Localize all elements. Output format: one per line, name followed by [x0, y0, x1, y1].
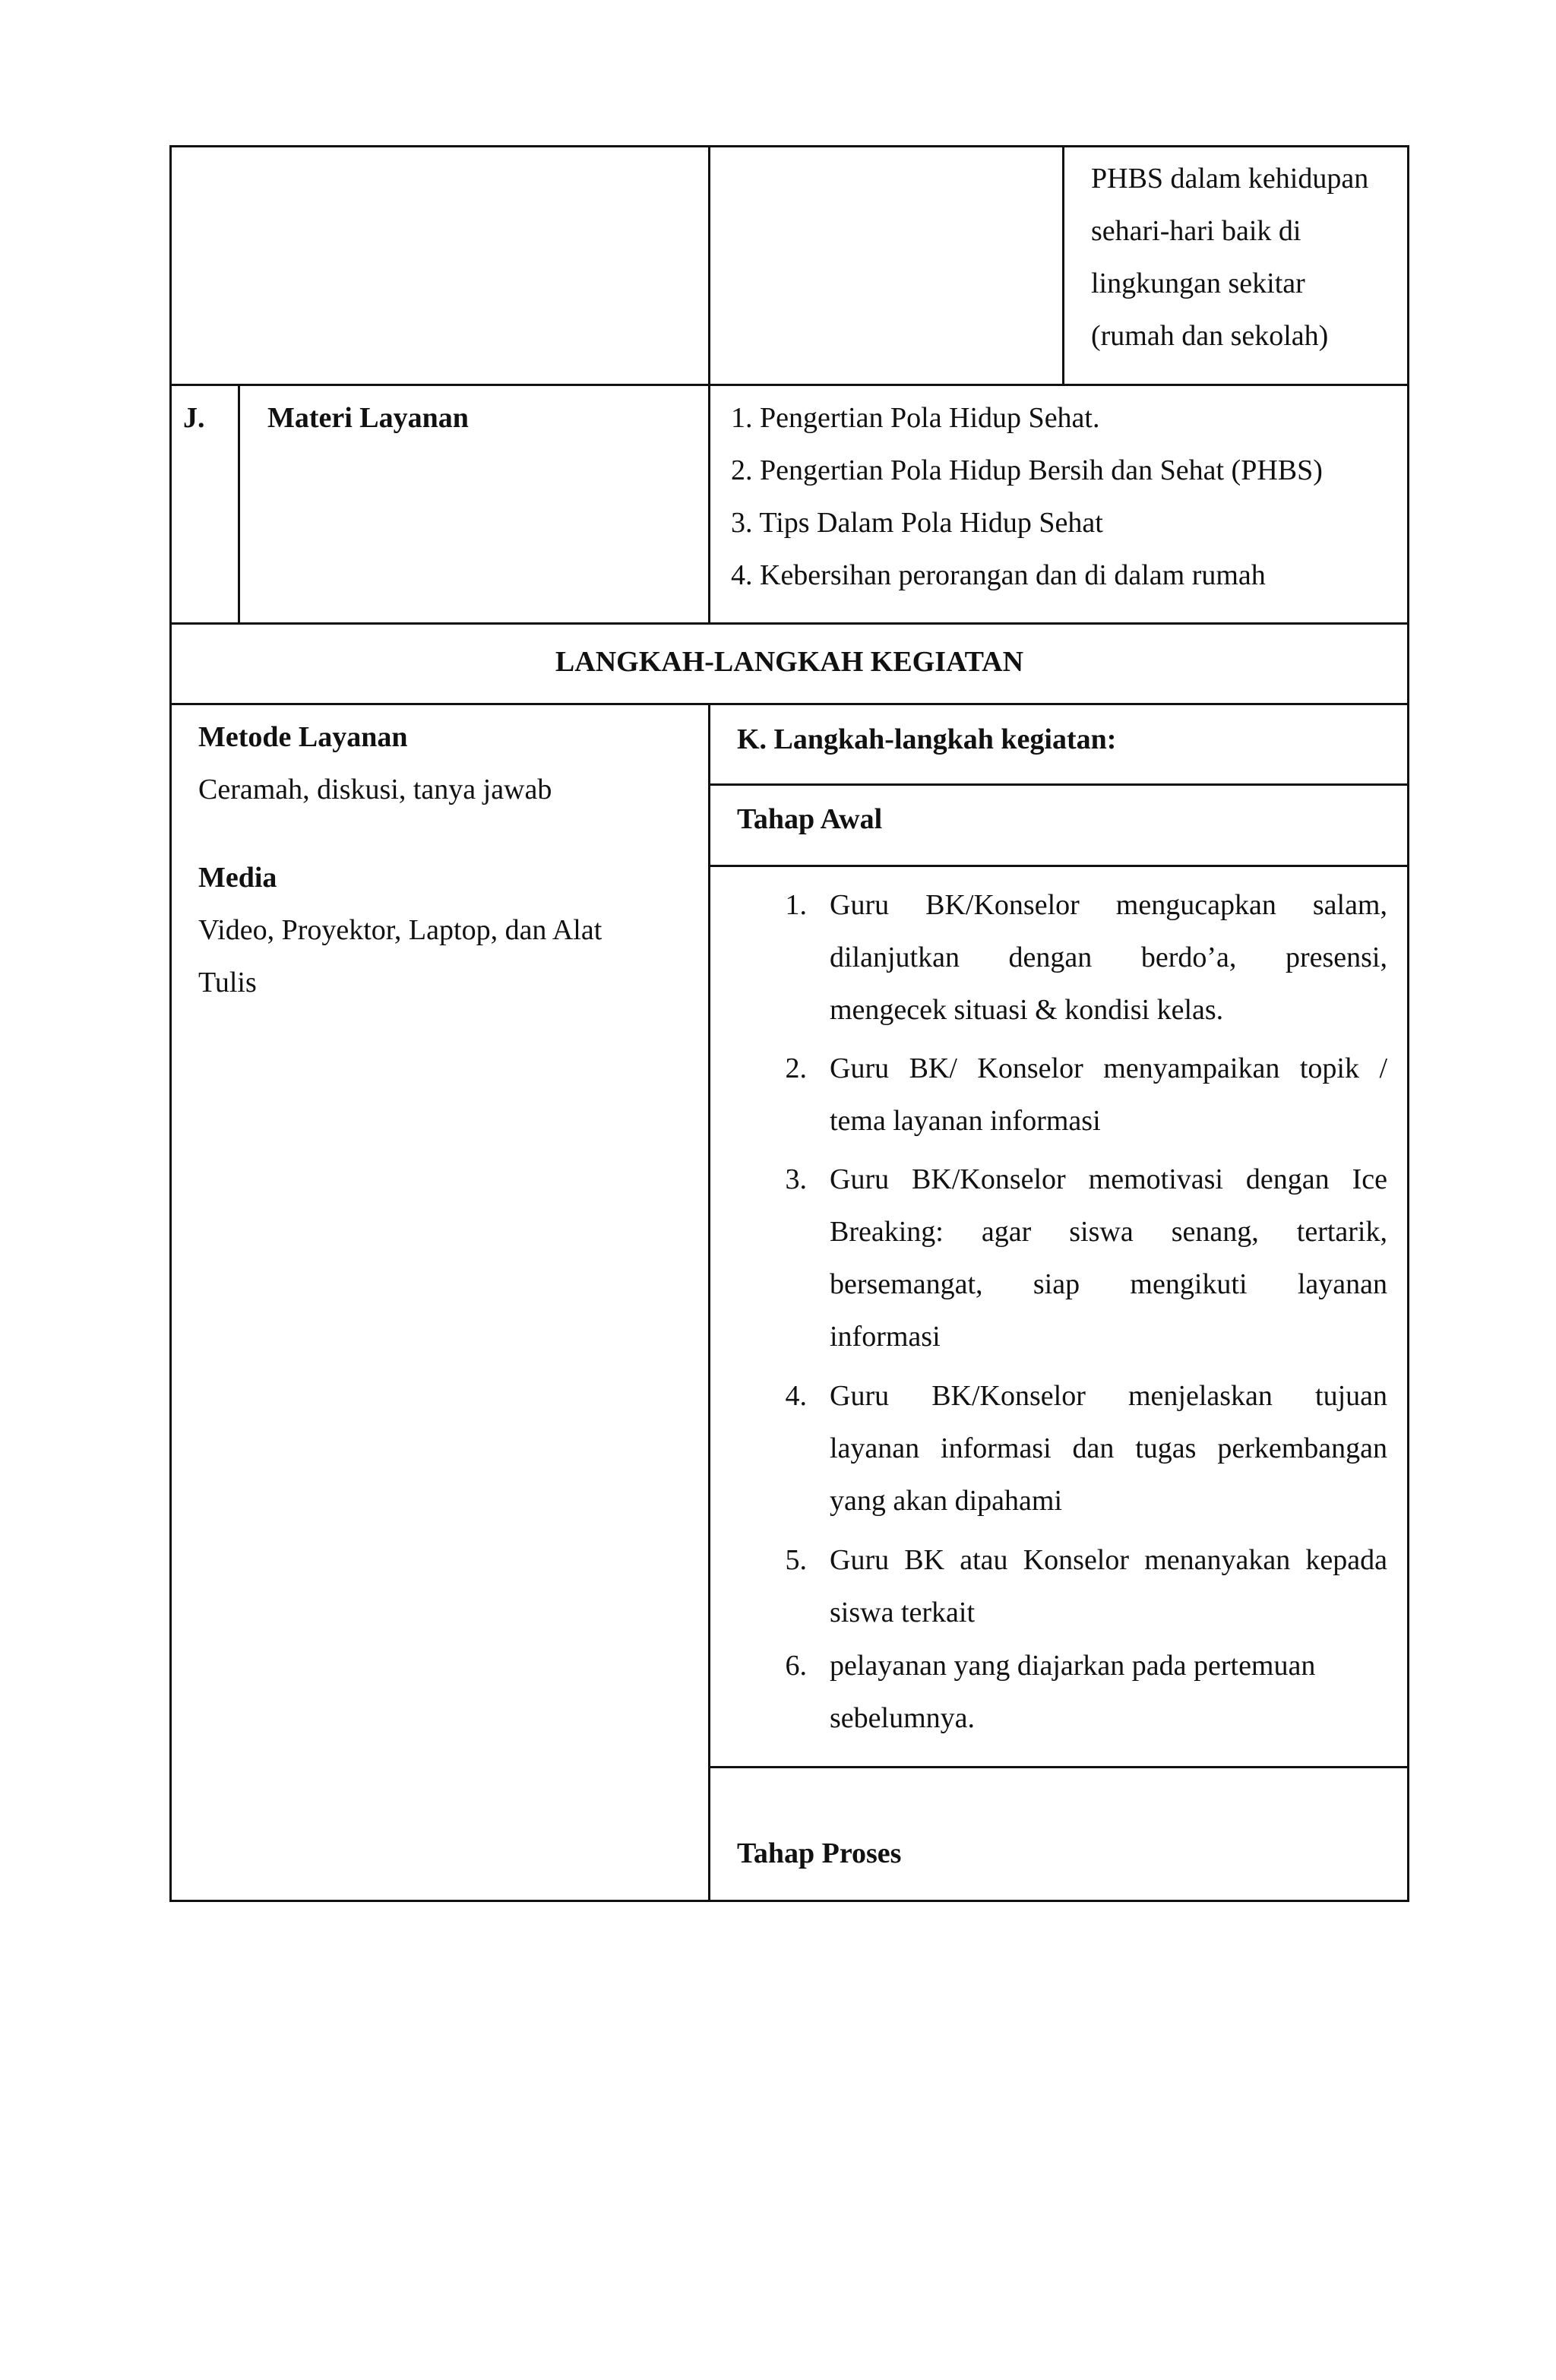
step-2-line-1: Guru BK/ Konselor menyampaikan topik / — [830, 1052, 1387, 1084]
row-divider-3 — [169, 703, 1409, 705]
table-border-right — [1407, 145, 1409, 1902]
metode-value: Ceramah, diskusi, tanya jawab — [198, 774, 552, 805]
media-title: Media — [198, 862, 277, 894]
k-title: K. Langkah-langkah kegiatan: — [737, 723, 1117, 755]
step-6-line-1: pelayanan yang diajarkan pada pertemuan — [830, 1650, 1316, 1682]
step-5-line-1: Guru BK atau Konselor menanyakan kepada — [830, 1544, 1387, 1576]
top-cell-line-2: sehari-hari baik di — [1091, 215, 1301, 247]
right-divider-proses — [708, 1766, 1409, 1768]
step-3-number: 3. — [785, 1163, 807, 1195]
col-divider-bottom — [708, 703, 710, 1902]
section-j-label: Materi Layanan — [267, 402, 469, 434]
section-j-letter: J. — [183, 402, 205, 434]
step-6-line-2: sebelumnya. — [830, 1702, 976, 1734]
col-divider-j-content — [708, 384, 710, 625]
top-cell-line-1: PHBS dalam kehidupan — [1091, 163, 1369, 195]
langkah-header: LANGKAH-LANGKAH KEGIATAN — [555, 646, 1024, 678]
step-4-number: 4. — [785, 1380, 807, 1412]
step-1-line-1: Guru BK/Konselor mengucapkan salam, — [830, 889, 1387, 921]
step-3-line-2: Breaking: agar siswa senang, tertarik, — [830, 1216, 1387, 1248]
table-border-bottom — [169, 1900, 1409, 1902]
step-6-number: 6. — [785, 1650, 807, 1682]
tahap-awal-title: Tahap Awal — [737, 803, 883, 835]
materi-item-1: 1. Pengertian Pola Hidup Sehat. — [731, 402, 1100, 434]
tahap-proses-title: Tahap Proses — [737, 1837, 902, 1869]
step-1-line-2: dilanjutkan dengan berdo’a, presensi, — [830, 942, 1387, 973]
materi-item-3: 3. Tips Dalam Pola Hidup Sehat — [731, 507, 1103, 539]
step-4-line-2: layanan informasi dan tugas perkembangan — [830, 1432, 1387, 1464]
step-5-number: 5. — [785, 1544, 807, 1576]
row-divider-1 — [169, 384, 1409, 386]
materi-item-2: 2. Pengertian Pola Hidup Bersih dan Sehat (PHBS) — [731, 454, 1323, 486]
media-line-2: Tulis — [198, 967, 257, 999]
table-border-left — [169, 145, 172, 1902]
col-divider-j-letter — [238, 384, 240, 625]
top-cell-line-4: (rumah dan sekolah) — [1091, 320, 1329, 352]
col-divider-top-1 — [708, 145, 710, 386]
right-divider-k — [708, 783, 1409, 786]
top-cell-line-3: lingkungan sekitar — [1091, 267, 1305, 299]
step-2-number: 2. — [785, 1052, 807, 1084]
step-4-line-3: yang akan dipahami — [830, 1485, 1063, 1517]
materi-item-4: 4. Kebersihan perorangan dan di dalam rumah — [731, 559, 1266, 591]
step-5-line-2: siswa terkait — [830, 1597, 976, 1628]
row-divider-2 — [169, 622, 1409, 625]
step-1-line-3: mengecek situasi & kondisi kelas. — [830, 994, 1224, 1026]
step-1-number: 1. — [785, 889, 807, 921]
col-divider-top-2 — [1062, 145, 1064, 386]
table-border-top — [169, 145, 1409, 147]
step-2-line-2: tema layanan informasi — [830, 1105, 1101, 1137]
step-3-line-1: Guru BK/Konselor memotivasi dengan Ice — [830, 1163, 1387, 1195]
metode-title: Metode Layanan — [198, 721, 408, 753]
step-4-line-1: Guru BK/Konselor menjelaskan tujuan — [830, 1380, 1387, 1412]
media-line-1: Video, Proyektor, Laptop, dan Alat — [198, 914, 602, 946]
step-3-line-3: bersemangat, siap mengikuti layanan — [830, 1268, 1387, 1300]
right-divider-awal — [708, 865, 1409, 867]
step-3-line-4: informasi — [830, 1321, 941, 1353]
